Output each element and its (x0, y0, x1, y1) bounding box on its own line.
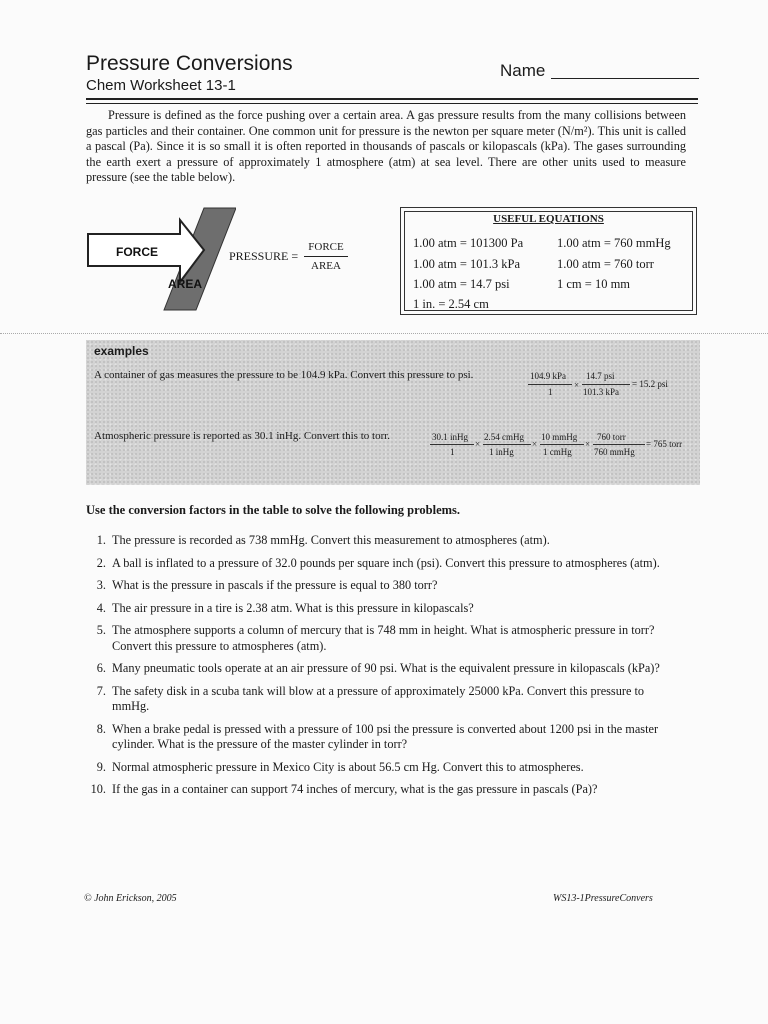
ex1-factor-a-den: 1 (548, 387, 553, 397)
area-label: AREA (168, 277, 203, 291)
intro-paragraph: Pressure is defined as the force pushing over a certain area. A gas pressure results from the many collisions between gas particles and their container. One common unit for pressure is the newton per square meter (N/m²). This unit is called a pascal (Pa). Since it is so small it is often reported in thousands of pascals or kilopascals (kPa). The gases surrounding the earth exert a pressure of approximately 1 atmosphere (atm) at sea level. There are other units used to measure pressure (see the table below). (86, 108, 686, 185)
problem-number: 7. (96, 683, 106, 698)
ex2-factor-b-den: 1 inHg (489, 447, 514, 457)
examples-title: examples (94, 344, 149, 358)
example-2-text: Atmospheric pressure is reported as 30.1 inHg. Convert this to torr. (94, 430, 391, 442)
equation-left-2: 1.00 atm = 101.3 kPa (413, 257, 521, 271)
section-divider (0, 333, 768, 334)
problem-item (84, 533, 684, 549)
equation-right-3: 1 cm = 10 mm (557, 277, 631, 291)
problem-text: What is the pressure in pascals if the pressure is equal to 380 torr? (112, 578, 438, 592)
footer-document-id: WS13-1PressureConvers (553, 893, 653, 904)
problem-text: When a brake pedal is pressed with a pressure of 100 psi the pressure is converted about 1200 psi in the master cylinder. What is the pressure of the master cylinder in torr? (112, 721, 659, 751)
equations-title: USEFUL EQUATIONS (493, 213, 604, 225)
problem-item (84, 760, 684, 776)
problem-number: 9. (96, 759, 106, 774)
equation-left-4: 1 in. = 2.54 cm (413, 297, 489, 311)
problem-text: The air pressure in a tire is 2.38 atm. What is this pressure in kilopascals? (112, 600, 474, 615)
problem-text: The atmosphere supports a column of mercury that is 748 mm in height. What is atmospheric pressure in torr? Convert this pressure to atmospheres (atm). (112, 623, 655, 653)
problem-item (84, 684, 684, 715)
ex2-factor-c-den: 1 cmHg (543, 447, 572, 457)
ex2-factor-b: 2.54 cmHg (484, 432, 524, 442)
equation-left-1: 1.00 atm = 101300 Pa (413, 236, 524, 250)
name-blank-line[interactable] (551, 78, 699, 79)
fraction-bar (304, 256, 348, 257)
problem-text: A ball is inflated to a pressure of 32.0 pounds per square inch (psi). Convert this pressure to atmospheres (atm). (112, 555, 660, 570)
ex1-bar-b (582, 384, 630, 385)
name-label: Name (500, 61, 546, 80)
ex2-bar-c (540, 444, 584, 445)
ex2-bar-d (593, 444, 645, 445)
worksheet-title: Pressure Conversions (86, 52, 293, 75)
problem-number: 10. (90, 782, 106, 796)
ex1-factor-b-den: 101.3 kPa (583, 387, 619, 397)
problem-item (84, 578, 684, 594)
fraction-denominator: AREA (311, 260, 341, 272)
ex2-times-2: × (532, 439, 538, 449)
ex1-factor-a: 104.9 kPa (530, 371, 566, 381)
ex1-factor-b: 14.7 psi (586, 371, 615, 381)
ex1-result: = 15.2 psi (632, 379, 668, 389)
problem-text: The safety disk in a scuba tank will blow at a pressure of approximately 25000 kPa. Convert this pressure to mmHg. (112, 683, 645, 713)
problem-list (84, 533, 684, 805)
problem-item (84, 601, 684, 617)
problem-number: 5. (96, 623, 106, 637)
header-rule-thin (86, 103, 698, 104)
problem-number: 4. (96, 600, 106, 615)
problem-item (84, 661, 684, 677)
ex2-bar-b (483, 444, 531, 445)
problem-number: 2. (96, 555, 106, 570)
examples-box (86, 340, 700, 485)
force-area-diagram (86, 206, 236, 311)
problem-text: Many pneumatic tools operate at an air pressure of 90 psi. What is the equivalent pressure in kilopascals (kPa)? (112, 661, 660, 675)
equation-right-2: 1.00 atm = 760 torr (557, 257, 654, 271)
ex2-factor-d: 760 torr (597, 432, 626, 442)
ex2-factor-a-den: 1 (450, 447, 455, 457)
problem-item (84, 623, 684, 654)
problem-item (84, 782, 684, 798)
ex1-times: × (574, 380, 580, 390)
ex2-times-3: × (585, 439, 591, 449)
problem-number: 3. (96, 578, 106, 592)
problem-number: 6. (96, 661, 106, 675)
fraction-numerator: FORCE (308, 241, 344, 253)
ex2-factor-a: 30.1 inHg (432, 432, 468, 442)
force-label: FORCE (116, 245, 158, 259)
equation-right-1: 1.00 atm = 760 mmHg (557, 236, 671, 250)
ex2-factor-c: 10 mmHg (541, 432, 578, 442)
footer-copyright: © John Erickson, 2005 (84, 893, 177, 904)
problem-text: Normal atmospheric pressure in Mexico City is about 56.5 cm Hg. Convert this to atmospheres. (112, 759, 584, 774)
ex2-bar-a (430, 444, 474, 445)
pressure-equals-label: PRESSURE = (229, 249, 299, 263)
problem-item (84, 722, 684, 753)
problem-number: 8. (96, 721, 106, 736)
header-rule (86, 98, 698, 100)
ex2-times-1: × (475, 439, 481, 449)
example-1-text: A container of gas measures the pressure to be 104.9 kPa. Convert this pressure to psi. (94, 369, 474, 381)
problem-text: The pressure is recorded as 738 mmHg. Convert this measurement to atmospheres (atm). (112, 533, 550, 547)
ex1-bar-a (528, 384, 572, 385)
problem-text: If the gas in a container can support 74 inches of mercury, what is the gas pressure in pascals (Pa)? (112, 782, 598, 796)
equation-left-3: 1.00 atm = 14.7 psi (413, 277, 510, 291)
instructions-heading: Use the conversion factors in the table to solve the following problems. (86, 503, 461, 517)
problem-item (84, 556, 684, 572)
problem-number: 1. (96, 533, 106, 547)
ex2-factor-d-den: 760 mmHg (594, 447, 635, 457)
worksheet-subtitle: Chem Worksheet 13-1 (86, 77, 236, 94)
ex2-result: = 765 torr (646, 439, 683, 449)
